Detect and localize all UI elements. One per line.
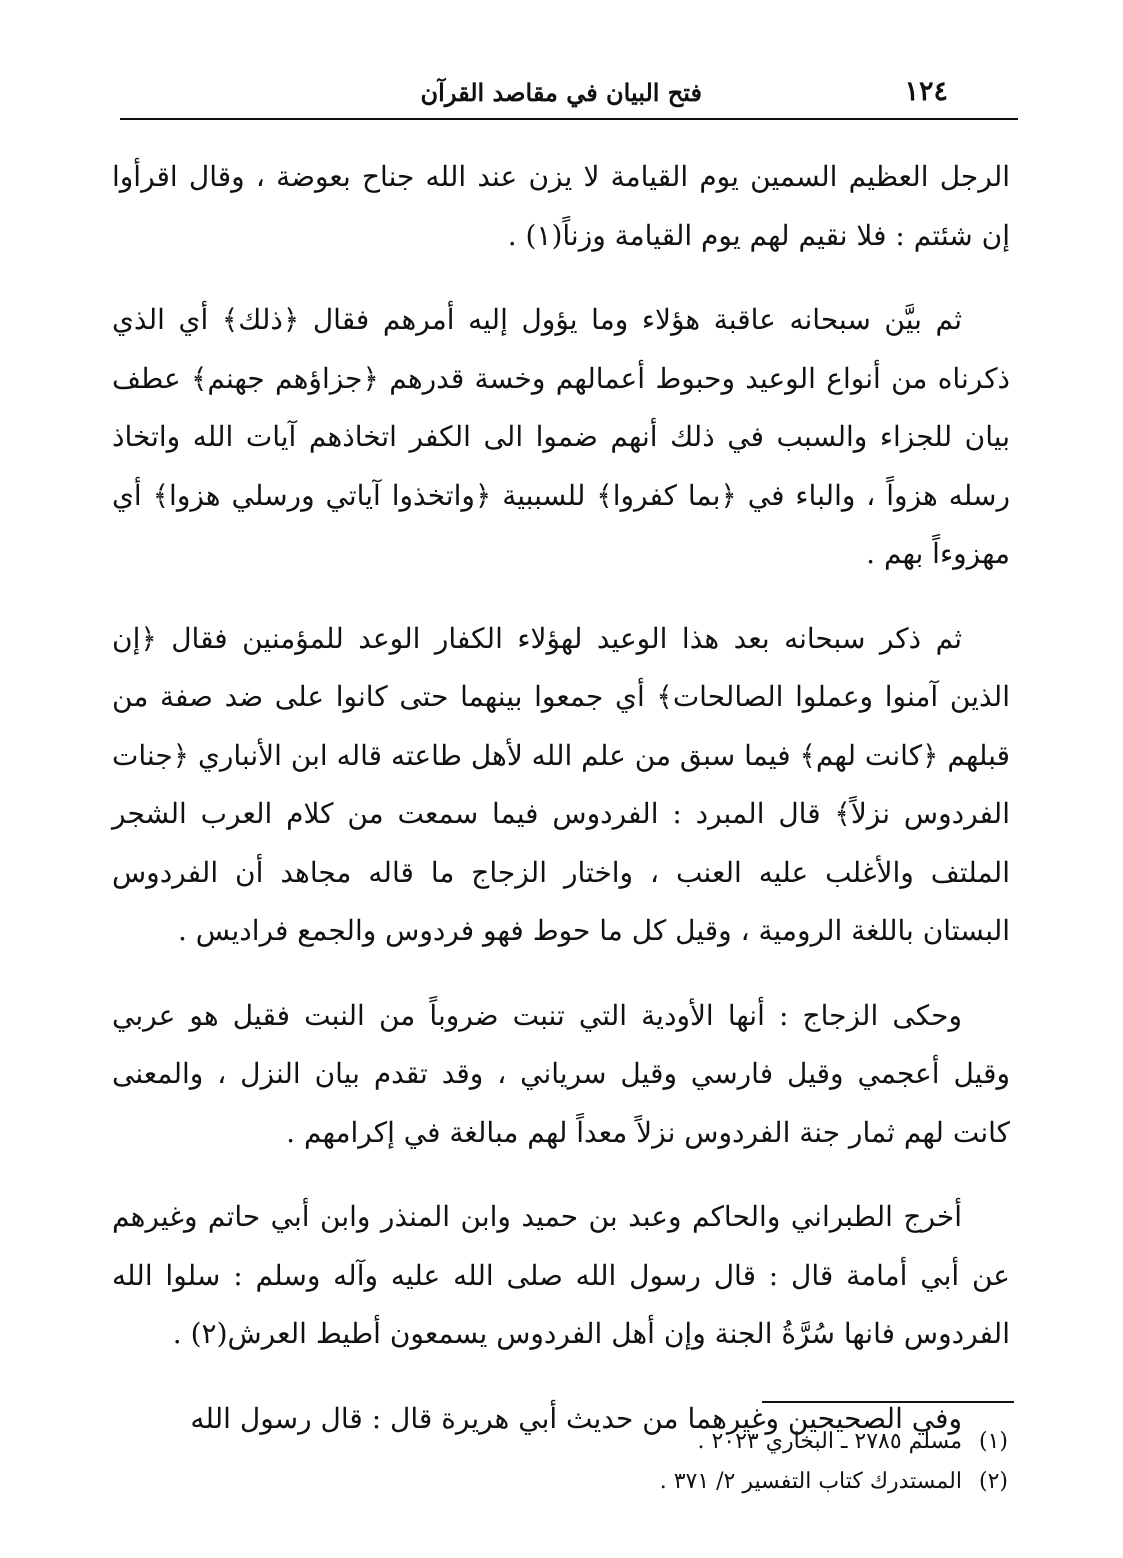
footnote-text: المستدرك كتاب التفسير ٢/ ٣٧١ . — [659, 1469, 962, 1494]
main-text — [112, 148, 1010, 1474]
paragraph: وحكى الزجاج : أنها الأودية التي تنبت ضروباً من النبت فقيل هو عربي وقيل أعجمي وقيل فارسي وقيل سرياني ، وقد تقدم بيان النزل ، والمعنى كانت لهم ثمار جنة الفردوس نزلاً معداً لهم مبالغة في إكرامهم . — [112, 998, 1010, 1149]
footnote — [300, 1462, 1008, 1502]
footnote — [300, 1422, 1008, 1462]
paragraph: ثم بيَّن سبحانه عاقبة هؤلاء وما يؤول إليه أمرهم فقال ﴿ذلك﴾ أي الذي ذكرناه من أنواع الوعيد وحبوط أعمالهم وخسة قدرهم ﴿جزاؤهم جهنم﴾ عطف بيان للجزاء والسبب في ذلك أنهم ضموا الى الكفر اتخاذهم آيات الله واتخاذ رسله هزواً ، والباء في ﴿بما كفروا﴾ للسببية ﴿واتخذوا آياتي ورسلي هزوا﴾ أي مهزوءاً بهم . — [112, 303, 1010, 570]
running-title: فتح البيان في مقاصد القرآن — [420, 78, 702, 107]
paragraph: الرجل العظيم السمين يوم القيامة لا يزن عند الله جناح بعوضة ، وقال اقرأوا إن شئتم : فلا نقيم لهم يوم القيامة وزناً(١) . — [112, 160, 1010, 252]
paragraph: أخرج الطبراني والحاكم وعبد بن حميد وابن المنذر وابن أبي حاتم وغيرهم عن أبي أمامة قال : قال رسول الله صلى الله عليه وآله وسلم : سلوا الله الفردوس فانها سُرَّةُ الجنة وإن أهل الفردوس يسمعون أطيط العرش(٢) . — [112, 1200, 1011, 1350]
footnote-separator — [762, 1401, 1014, 1403]
page-header — [120, 74, 1018, 120]
footnote-marker: (١) — [978, 1429, 1008, 1454]
footnote-text: مسلم ٢٧٨٥ ـ البخاري ٢٠٢٣ . — [697, 1429, 962, 1454]
paragraph: وفي الصحيحين وغيرهما من حديث أبي هريرة قال : قال رسول الله — [190, 1401, 962, 1435]
page-number: ١٢٤ — [904, 76, 948, 107]
paragraph: ثم ذكر سبحانه بعد هذا الوعيد لهؤلاء الكفار الوعد للمؤمنين فقال ﴿إن الذين آمنوا وعملوا الصالحات﴾ أي جمعوا بينهما حتى كانوا على ضد صفة من قبلهم ﴿كانت لهم﴾ فيما سبق من علم الله لأهل طاعته قاله ابن الأنباري ﴿جنات الفردوس نزلاً﴾ قال المبرد : الفردوس فيما سمعت من كلام العرب الشجر الملتف والأغلب عليه العنب ، واختار الزجاج ما قاله مجاهد أن الفردوس البستان باللغة الرومية ، وقيل كل ما حوط فهو فردوس والجمع فراديس . — [112, 621, 1010, 947]
footnotes — [300, 1422, 1008, 1502]
footnote-marker: (٢) — [978, 1469, 1008, 1494]
